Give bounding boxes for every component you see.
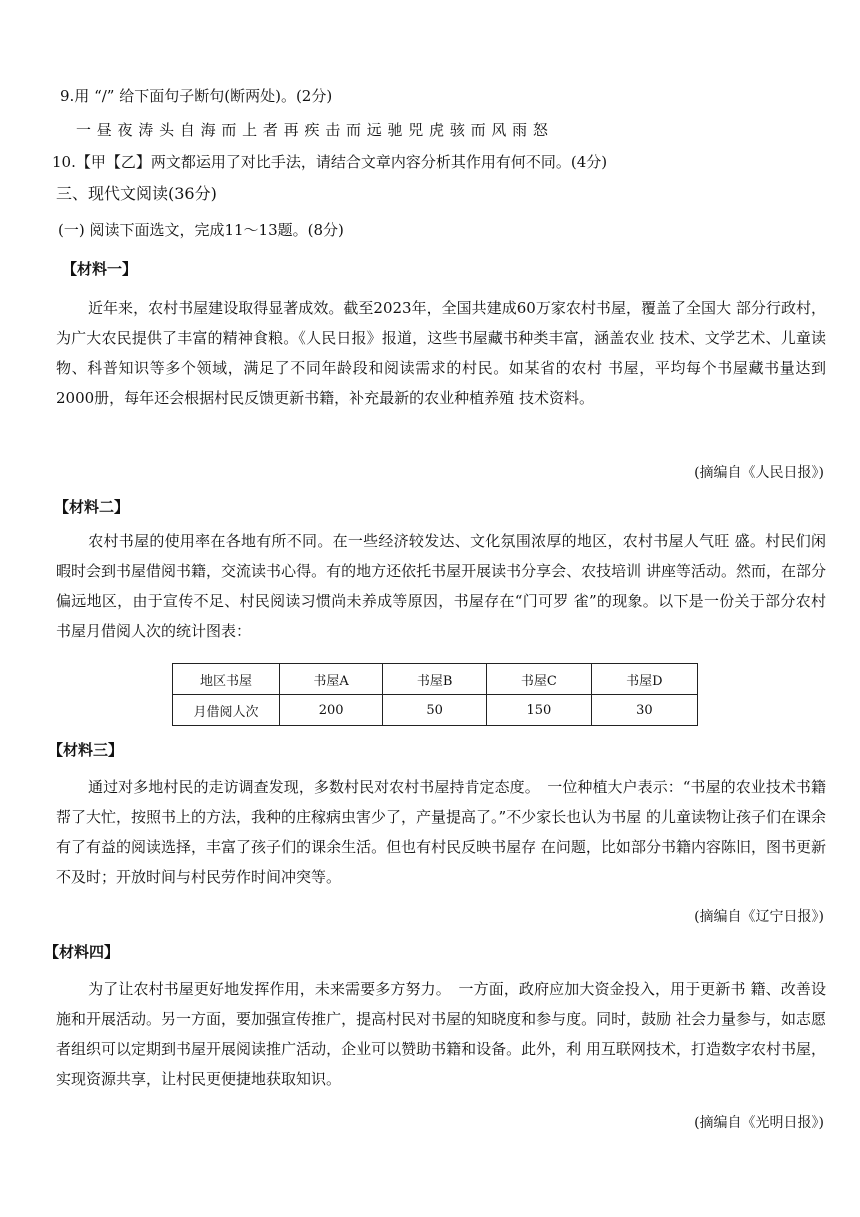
table-cell: 150	[486, 695, 591, 726]
table-header-cell: 书屋C	[486, 664, 591, 695]
material-4-source: (摘编自《光明日报》)	[694, 1115, 824, 1131]
table-header-row	[173, 664, 698, 695]
table-header-cell: 书屋D	[591, 664, 697, 695]
borrowing-stats-table	[172, 663, 698, 726]
table-cell: 30	[591, 695, 697, 726]
section-title: 三、现代文阅读(36分)	[56, 184, 217, 203]
material-2-body: 农村书屋的使用率在各地有所不同。在一些经济较发达、文化氛围浓厚的地区，农村书屋人气旺 盛。村民们闲暇时会到书屋借阅书籍，交流读书心得。有的地方还依托书屋开展读书分享会、农技培训 讲座等活动。然而，在部分偏远地区，由于宣传不足、村民阅读习惯尚未养成等原因，书屋存在“门可罗 雀”的现象。以下是一份关于部分农村书屋月借阅人次的统计图表：	[56, 532, 826, 640]
material-1-heading: 【材料一】	[62, 260, 138, 278]
table-cell: 50	[383, 695, 487, 726]
material-3-heading: 【材料三】	[48, 741, 124, 759]
material-1-text	[56, 293, 826, 413]
material-3-text	[56, 772, 826, 892]
material-2-heading: 【材料二】	[54, 498, 130, 516]
question-9: 9.用 “/” 给下面句子断句(断两处)。(2分)	[60, 87, 333, 105]
table-header-cell: 书屋A	[280, 664, 383, 695]
question-9-sentence: 一 昼 夜 涛 头 自 海 而 上 者 再 疾 击 而 远 驰 兕 虎 骇 而 风 雨 怒	[76, 121, 549, 139]
question-10: 10.【甲【乙】两文都运用了对比手法，请结合文章内容分析其作用有何不同。(4分)	[52, 153, 608, 171]
table-row-label: 月借阅人次	[173, 695, 280, 726]
table-row	[173, 695, 698, 726]
material-1-body: 近年来，农村书屋建设取得显著成效。截至2023年，全国共建成60万家农村书屋，覆盖了全国大 部分行政村，为广大农民提供了丰富的精神食粮。《人民日报》报道，这些书屋藏书种类丰富，涵盖农业 技术、文学艺术、儿童读物、科普知识等多个领域，满足了不同年龄段和阅读需求的村民。如某省的农村 书屋，平均每个书屋藏书量达到2000册，每年还会根据村民反馈更新书籍，补充最新的农业种植养殖 技术资料。	[56, 299, 826, 407]
material-4-heading: 【材料四】	[44, 943, 120, 961]
material-4-text	[56, 974, 826, 1094]
section-subtitle: (一) 阅读下面选文，完成11～13题。(8分)	[58, 221, 344, 239]
table-header-cell: 书屋B	[383, 664, 487, 695]
material-3-body: 通过对多地村民的走访调查发现，多数村民对农村书屋持肯定态度。 一位种植大户表示：“书屋的农业技术书籍帮了大忙，按照书上的方法，我种的庄稼病虫害少了，产量提高了。”不少家长也认为书屋 的儿童读物让孩子们在课余有了有益的阅读选择，丰富了孩子们的课余生活。但也有村民反映书屋存 在问题，比如部分书籍内容陈旧，图书更新不及时；开放时间与村民劳作时间冲突等。	[56, 778, 826, 886]
material-1-source: (摘编自《人民日报》)	[694, 465, 824, 481]
material-4-body: 为了让农村书屋更好地发挥作用，未来需要多方努力。 一方面，政府应加大资金投入，用于更新书 籍、改善设施和开展活动。另一方面，要加强宣传推广，提高村民对书屋的知晓度和参与度。同时，鼓励 社会力量参与，如志愿者组织可以定期到书屋开展阅读推广活动，企业可以赞助书籍和设备。此外，利 用互联网技术，打造数字农村书屋，实现资源共享，让村民更便捷地获取知识。	[56, 980, 826, 1088]
table-cell: 200	[280, 695, 383, 726]
material-2-text	[56, 526, 826, 646]
material-3-source: (摘编自《辽宁日报》)	[694, 909, 824, 925]
table-header-cell: 地区书屋	[173, 664, 280, 695]
